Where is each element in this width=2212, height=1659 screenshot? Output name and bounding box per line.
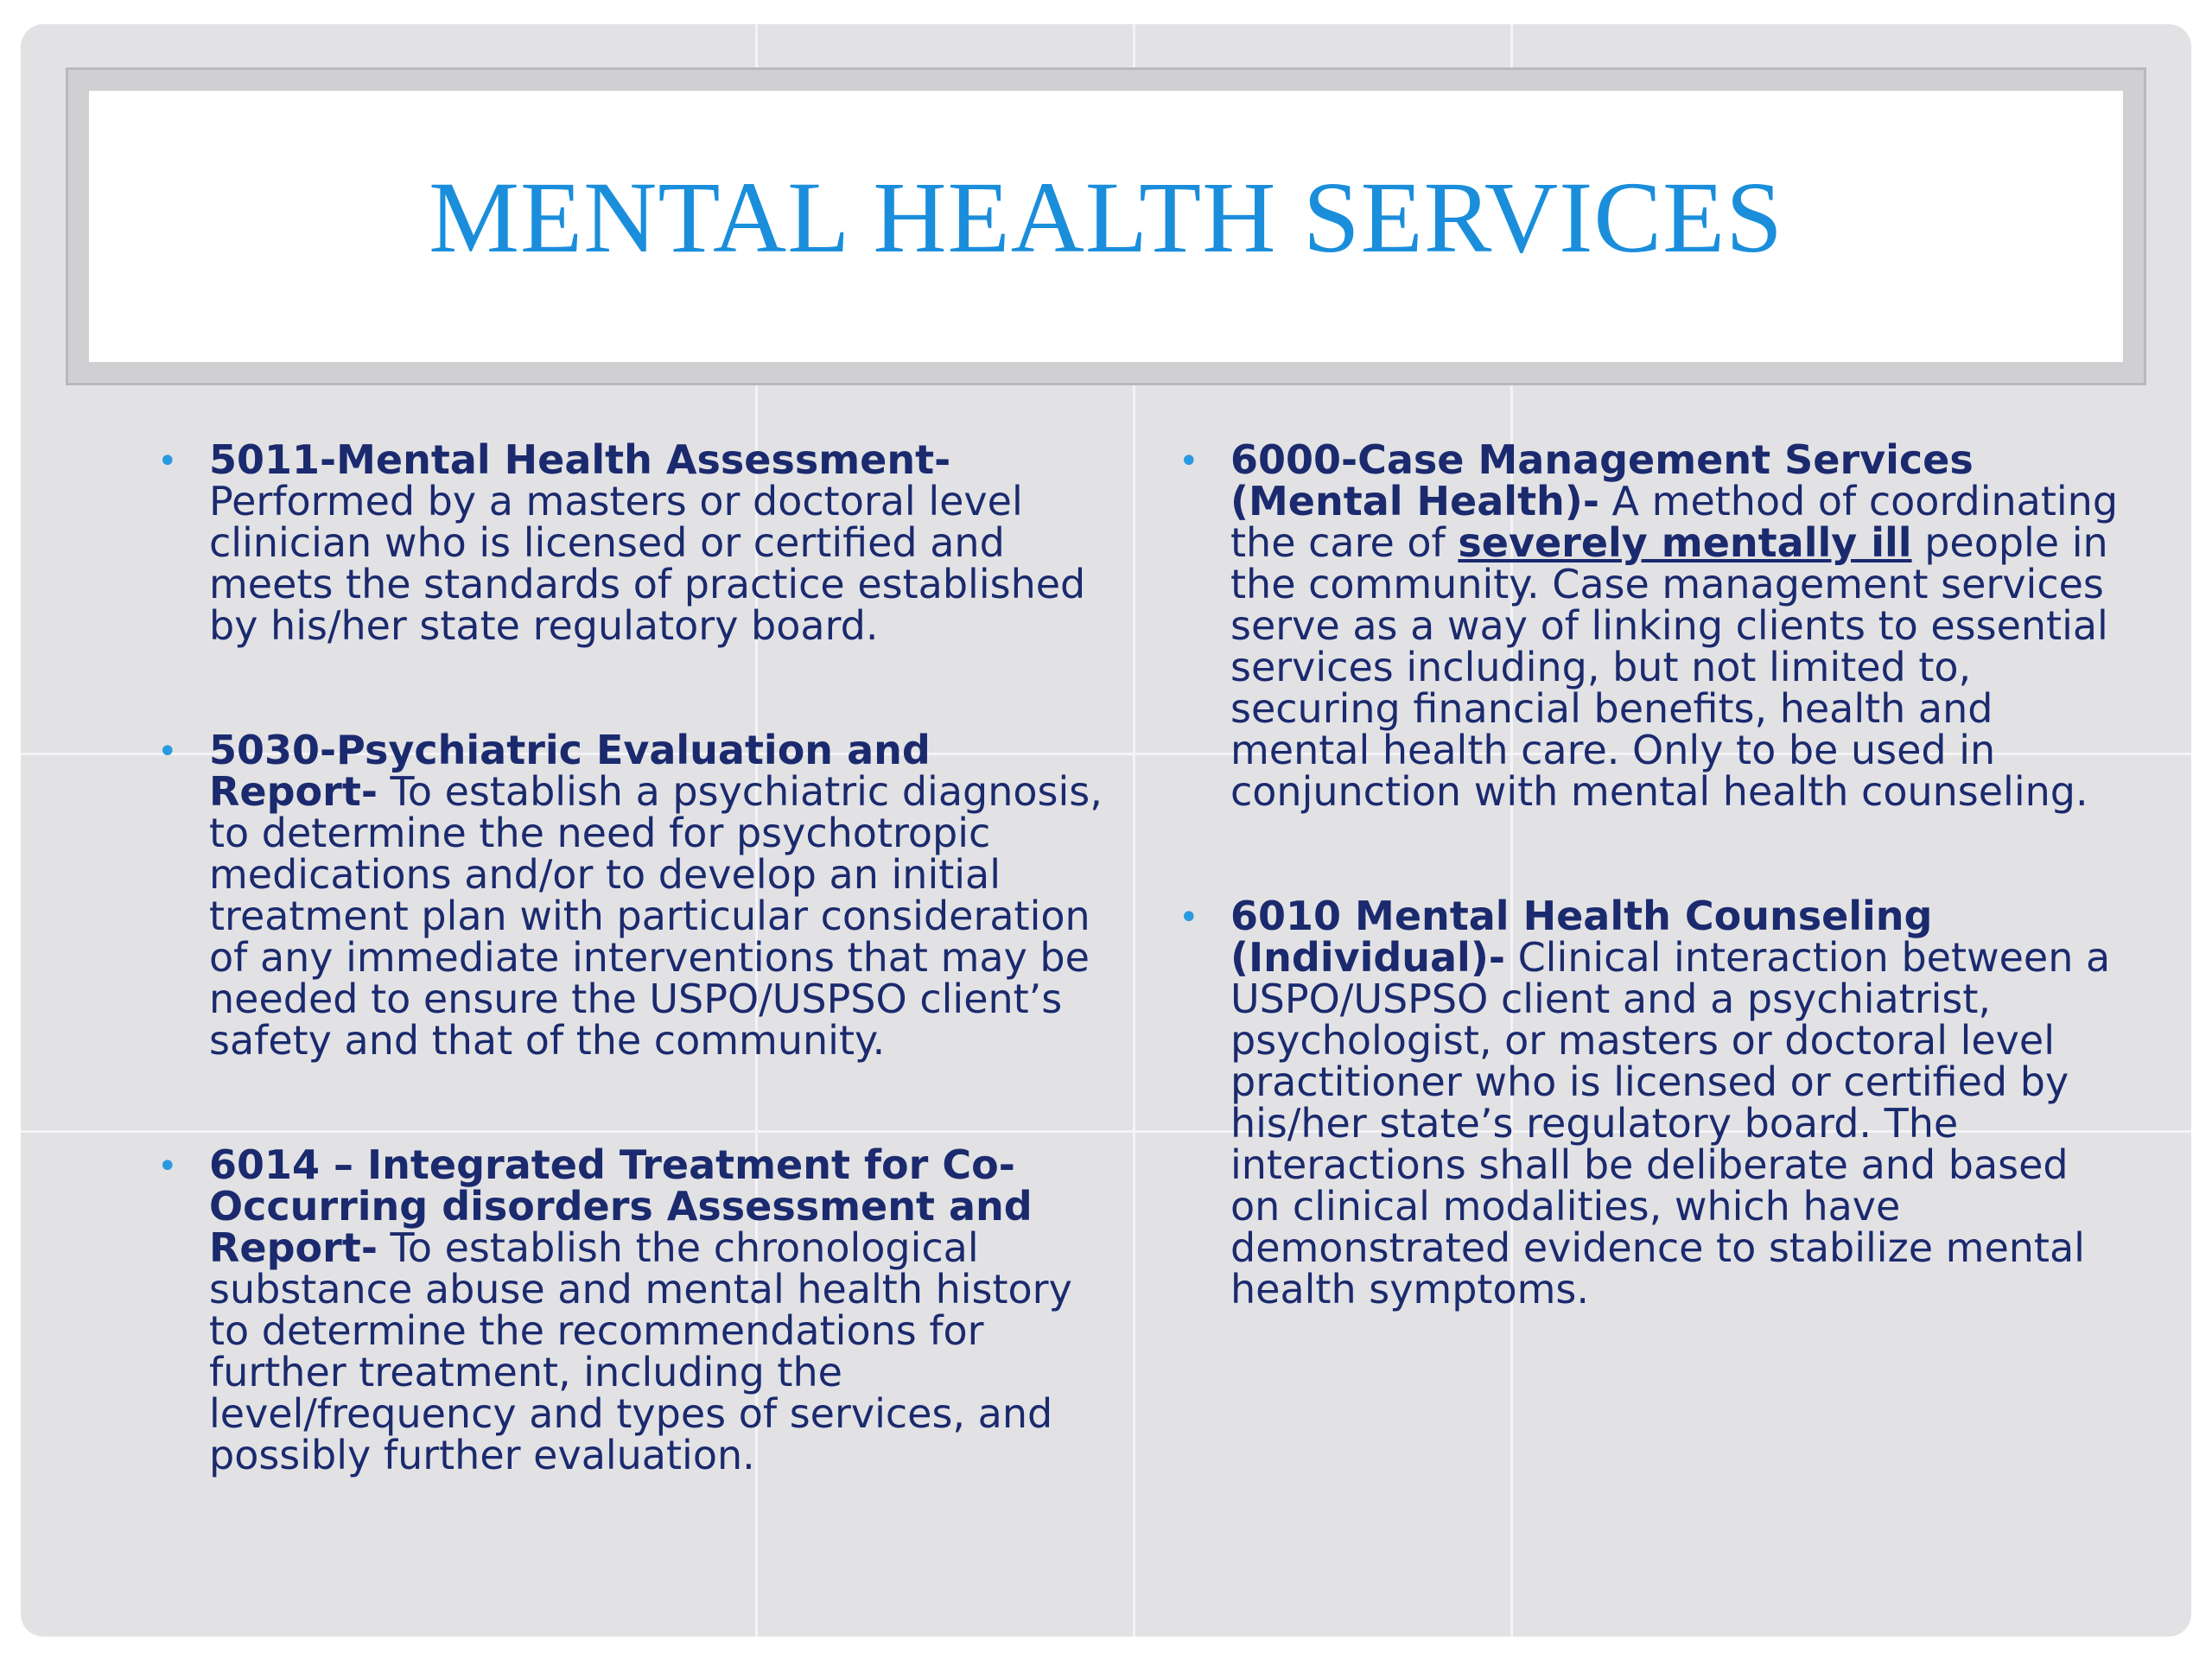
item-heading: 6014 – Integrated Treatment for Co-Occurring disorders Assessment and Report-	[209, 1141, 1033, 1271]
bullet-dot-icon: •	[157, 732, 178, 772]
title-box	[89, 91, 2123, 362]
list-item-6000	[1179, 436, 2129, 815]
item-heading: 6010 Mental Health Counseling (Individual)-	[1230, 893, 1933, 981]
item-heading: 5011-Mental Health Assessment-	[209, 436, 951, 483]
left-column	[157, 436, 1108, 1559]
bullet-dot-icon: •	[1179, 442, 1199, 481]
right-column	[1179, 436, 2129, 1393]
bullet-dot-icon: •	[157, 442, 178, 481]
item-description: Performed by a masters or doctoral level clinician who is licensed or certified and meets the standards of practice established by his/her state regulatory board.	[209, 478, 1086, 649]
list-item-5011	[157, 436, 1108, 649]
list-item-6010	[1179, 893, 2129, 1313]
item-heading: 5030-Psychiatric Evaluation and Report-	[209, 727, 931, 815]
title-frame	[66, 67, 2146, 385]
bullet-dot-icon: •	[1179, 898, 1199, 938]
item-description: To establish the chronological substance abuse and mental health history to determine the recommendations for further treatment, including the level/frequency and types of services, and possibly further evaluation.	[209, 1224, 1072, 1478]
slide	[21, 24, 2191, 1637]
item-description: A method of coordinating the care of	[1230, 478, 2119, 566]
bullet-dot-icon: •	[157, 1147, 178, 1186]
item-description: To establish a psychiatric diagnosis, to determine the need for psychotropic medications and/or to develop an initial treatment plan with particular consideration of any immediate interventions that may be needed to ensure the USPO/USPSO client’s safety and that of the community.	[209, 768, 1103, 1064]
item-emphasis: severely mentally ill	[1458, 519, 1912, 566]
item-heading: 6000-Case Management Services (Mental Health)-	[1230, 436, 1974, 524]
item-description: Clinical interaction between a USPO/USPSO client and a psychiatrist, psychologist, or masters or doctoral level practitioner who is licensed or certified by his/her state’s regulatory board. The interactions shall be deliberate and based on clinical modalities, which have demonstrated evidence to stabilize mental health symptoms.	[1230, 934, 2111, 1313]
item-description-continued: people in the community. Case management services serve as a way of linking clients to essential services including, but not limited to, securing financial benefits, health and mental health care. Only to be used in conjunction with mental health counseling.	[1230, 519, 2108, 815]
slide-title: MENTAL HEALTH SERVICES	[429, 161, 1783, 274]
list-item-6014	[157, 1141, 1108, 1478]
list-item-5030	[157, 727, 1108, 1064]
